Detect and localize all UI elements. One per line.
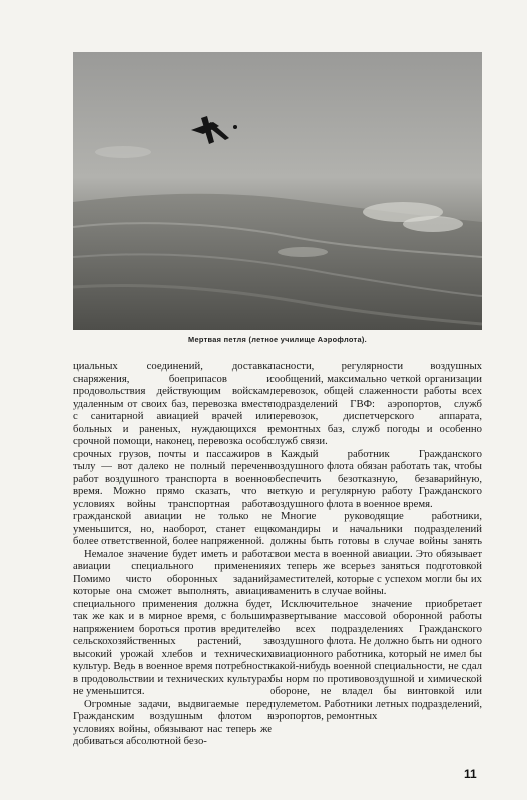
paragraph: Исключительное значение приобретает развертывание массовой оборонной работы во всех подразделениях Гражданского воздушного флота. Не должно быть ни одного авиационного работника, который не имел бы какой-нибудь военной специальности, не сдал бы норм по противовоздушной и химической обороне, не владел бы винтовкой или пулеметом. Работники летных подразделений, аэропортов, ремонтных [270,597,482,722]
paragraph: Немалое значение будет иметь и работа авиации специального применения. Помимо чисто оборонных заданий, которые она сможет выполнять, авиация специального применения должна будет, так же как и в мирное время, с большим напряжением бороться против вредителей сельскохозяйственных растений, за высокий урожай хлебов и технических культур. Ведь в военное время потребность в продовольствии и технических культурах не уменьшится. [73,547,272,697]
paragraph: Каждый работник Гражданского воздушного флота обязан работать так, чтобы обеспечить безотказную, безаварийную, четкую и регулярную работу Гражданского воздушного флота в военное время. [270,447,482,510]
text-column-left [73,360,272,748]
paragraph: Многие руководящие работники, командиры и начальники подразделений должны быть готовы в случае войны занять свои места в военной авиации. Это обязывает их теперь же всерьез заняться подготовкой заместителей, которые с успехом могли бы их заменить в случае войны. [270,510,482,597]
paragraph: пасности, регулярности воздушных сообщений, максимально четкой организации перевозок, общей слаженности работы всех подразделений ГВФ: аэропортов, служб перевозок, диспетчерского аппарата, ремонтных баз, служб погоды и особенно служб связи. [270,360,482,447]
page-number: 11 [464,767,477,781]
text-column-right [270,360,482,723]
paragraph: циальных соединений, доставка снаряжения, боеприпасов и продовольствия действующим войскам, удаленным от своих баз, перевозка вместе с санитарной авиацией врачей или больных и раненых, нуждающихся в срочной помощи, наконец, перевозка особо срочных грузов, почты и пассажиров в тылу — вот далеко не полный перечень работ воздушного транспорта в военное время. Можно прямо сказать, что в условиях войны транспортная работа гражданской авиации не только не уменьшится, но, наоборот, станет еще более ответственной, более напряженной. [73,360,272,547]
airplane-in-sky-photo [73,52,482,330]
photo-caption: Мертвая петля (летное училище Аэрофлота). [188,335,367,344]
paragraph: Огромные задачи, выдвигаемые перед Гражданским воздушным флотом в условиях войны, обязывают нас теперь же добиваться абсолютной безо- [73,697,272,747]
aerial-photo [73,52,482,330]
